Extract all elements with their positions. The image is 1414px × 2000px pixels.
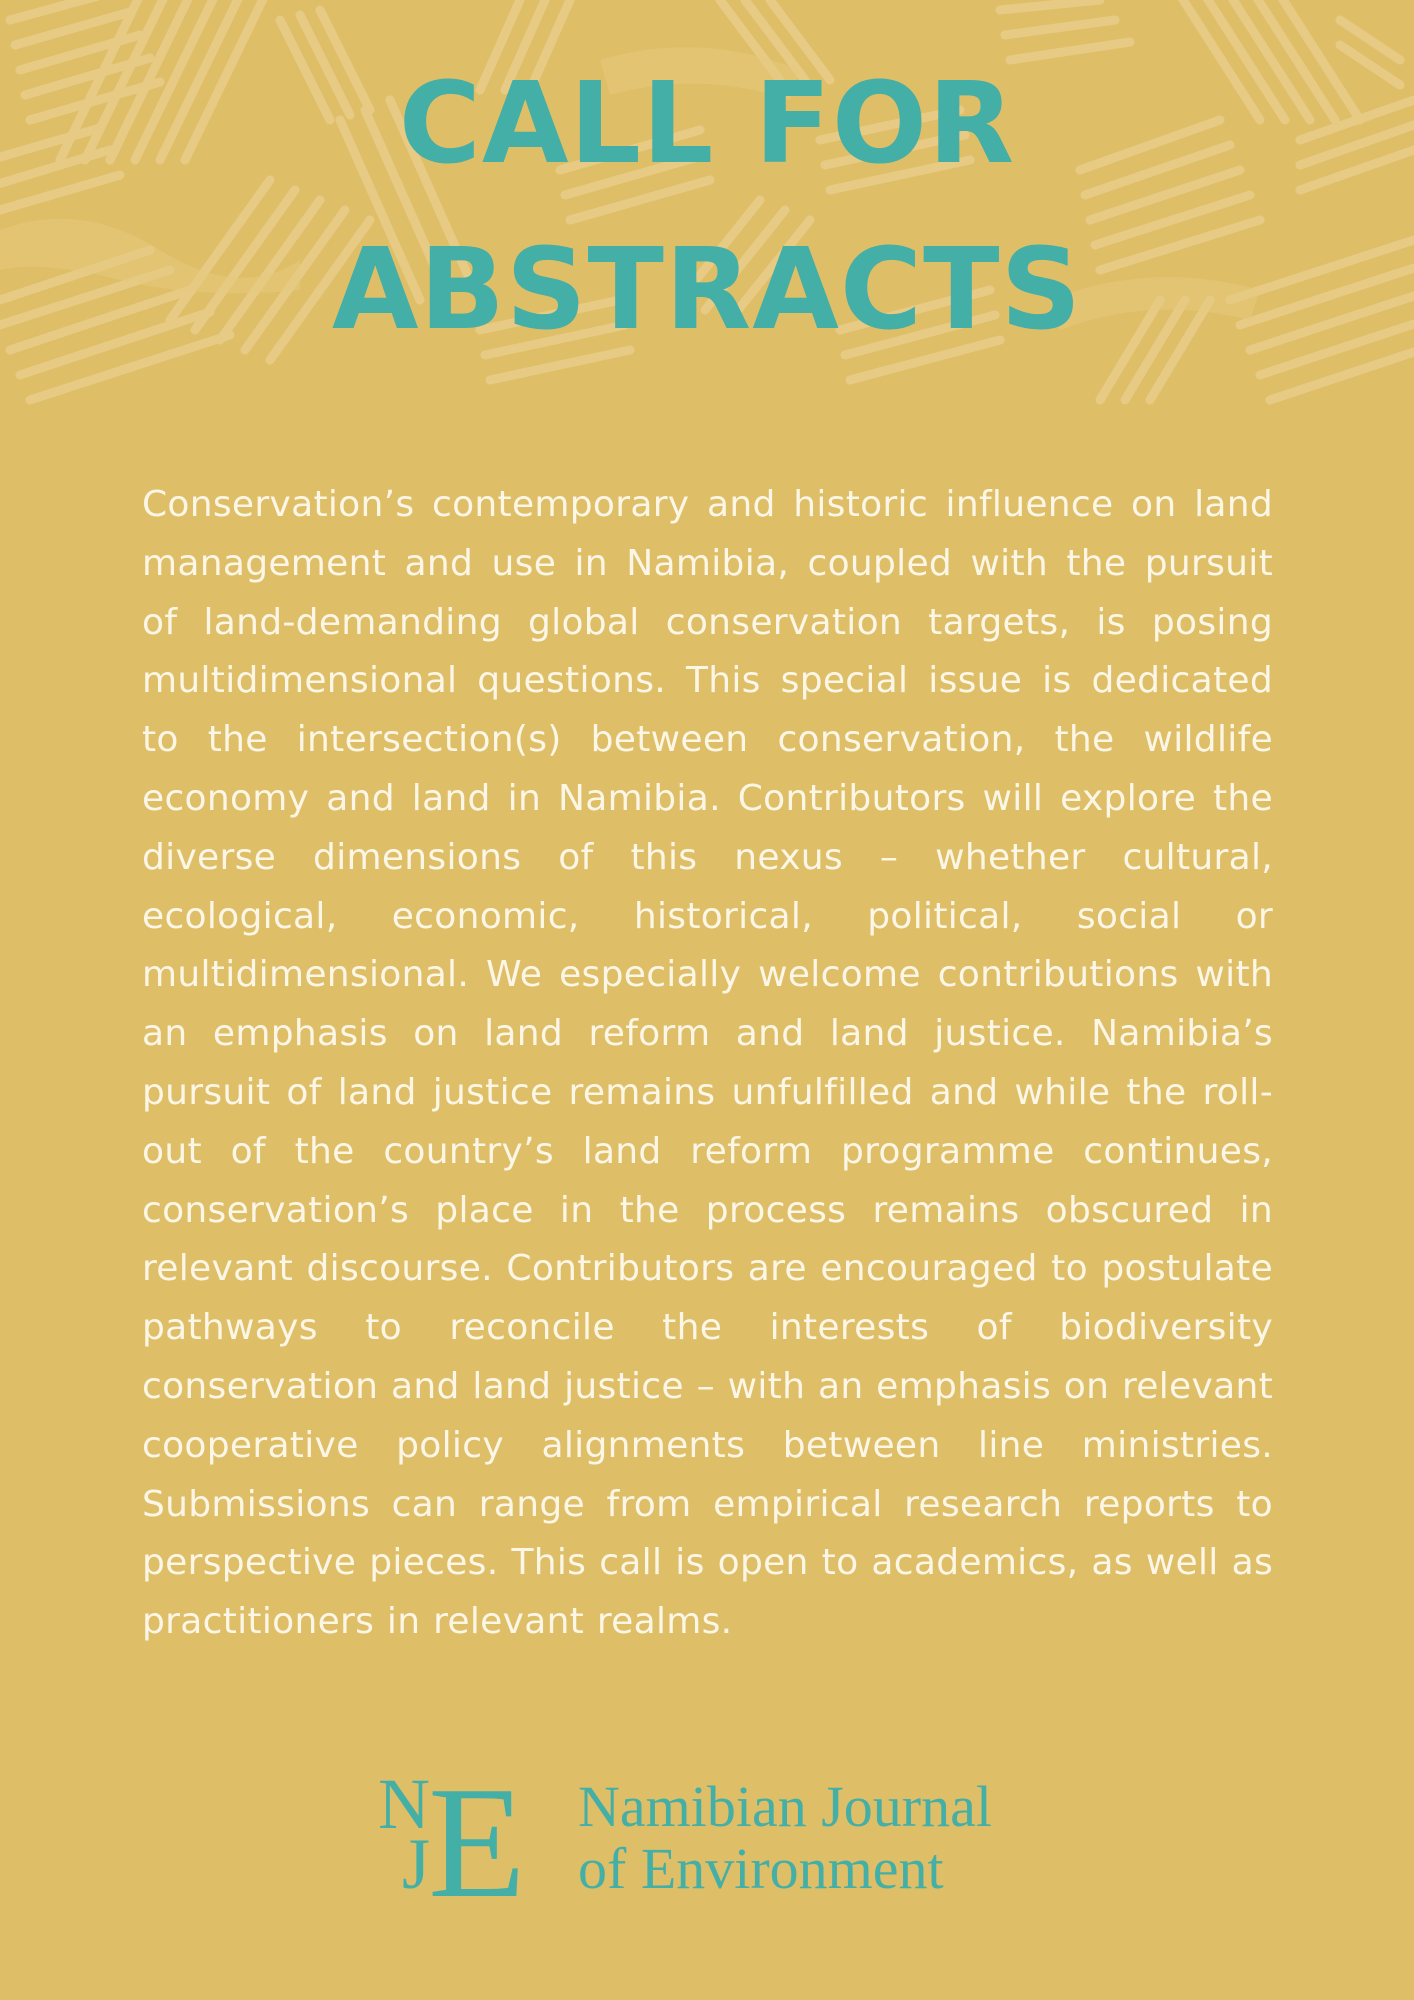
journal-name-line-2: of Environment xyxy=(578,1836,944,1901)
journal-name-line-1: Namibian Journal xyxy=(578,1774,992,1839)
header-band xyxy=(0,0,1414,405)
journal-name xyxy=(578,1776,992,1900)
monogram-letter-e: E xyxy=(428,1753,526,1931)
page-title-line-2: ABSTRACTS xyxy=(331,225,1083,355)
abstract-call-paragraph: Conservation’s contemporary and historic influence on land management and use in Namibia, coupled with the pursuit of land-demanding global conservation targets, is posing multidimensional questions. This special issue is dedicated to the intersection(s) between conservation, the wildlife economy and land in Namibia. Contributors will explore the diverse dimensions of this nexus – whether cultural, ecological, economic, historical, political, social or multidimensional. We especially welcome contributions with an emphasis on land reform and land justice. Namibia’s pursuit of land justice remains unfulfilled and while the roll-out of the country’s land reform programme continues, conservation’s place in the process remains obscured in relevant discourse. Contributors are encouraged to postulate pathways to reconcile the interests of biodiversity conservation and land justice – with an emphasis on relevant cooperative policy alignments between line ministries. Submissions can range from empirical research reports to perspective pieces. This call is open to academics, as well as practitioners in relevant realms. xyxy=(142,484,1273,1643)
monogram-letter-n: N xyxy=(378,1764,430,1844)
page-title-line-1: CALL FOR xyxy=(398,59,1016,189)
journal-monogram xyxy=(378,1753,558,1931)
monogram-letter-j: J xyxy=(402,1824,431,1904)
journal-logo xyxy=(378,1753,1038,1931)
